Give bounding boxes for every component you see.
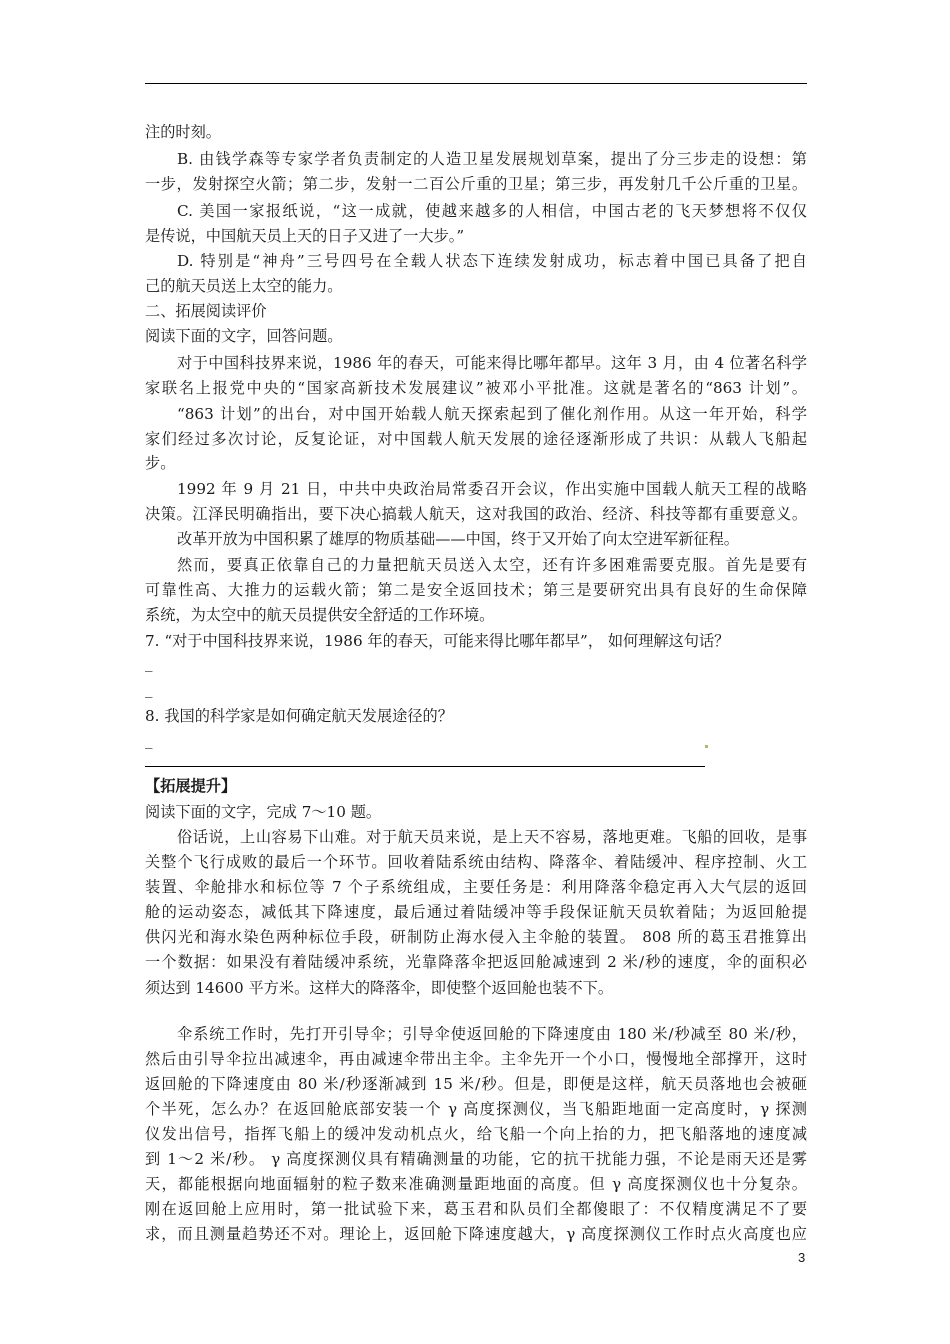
text-line: 改革开放为中国积累了雄厚的物质基础——中国，终于又开始了向太空进军新征程。	[177, 530, 739, 548]
option-c: C. 美国一家报纸说，“这一成就，使越来越多的人相信，中国古老的飞天梦想将不仅仅	[177, 202, 807, 220]
text-line: 个半死，怎么办？在返回舱底部安装一个 γ 高度探测仪，当飞船距地面一定高度时，γ 探测	[145, 1100, 807, 1118]
text-line: 舱的运动姿态，减低其下降速度，最后通过着陆缓冲等手段保证航天员软着陆；为返回舱提	[145, 903, 807, 921]
text-line: 俗话说，上山容易下山难。对于航天员来说，是上天不容易，落地更难。飞船的回收，是事	[177, 828, 807, 846]
answer-rule	[145, 766, 705, 767]
text-line: 关整个飞行成败的最后一个环节。回收着陆系统由结构、降落伞、着陆缓冲、程序控制、火工	[145, 853, 807, 871]
option-b: B. 由钱学森等专家学者负责制定的人造卫星发展规划草案，提出了分三步走的设想：第	[177, 150, 807, 168]
text-line: 装置、伞舱排水和标位等 7 个子系统组成，主要任务是：利用降落伞稳定再入大气层的返回	[145, 878, 807, 896]
text-line: 1992 年 9 月 21 日，中共中央政治局常委召开会议，作出实施中国载人航天工程的战略	[177, 480, 807, 498]
option-d: D. 特别是“神舟”三号四号在全载人状态下连续发射成功，标志着中国已具备了把自	[177, 252, 807, 270]
header-rule	[145, 83, 807, 84]
question-8: 8. 我国的科学家是如何确定航天发展途径的？	[145, 707, 453, 725]
text-line: 是传说，中国航天员上天的日子又进了一大步。”	[145, 227, 465, 245]
text-line: 刚在返回舱上应用时，第一批试验下来，葛玉君和队员们全都傻眼了：不仅精度满足不了要	[145, 1200, 807, 1218]
text-line: 决策。江泽民明确指出，要下决心搞载人航天，这对我国的政治、经济、科技等都有重要意义。	[145, 505, 807, 523]
text-line: 天，都能根据向地面辐射的粒子数来准确测量距地面的高度。但 γ 高度探测仪也十分复杂。	[145, 1175, 807, 1193]
speck	[705, 745, 708, 748]
question-7: 7. “对于中国科技界来说，1986 年的春天，可能来得比哪年都早”， 如何理解这句话？	[145, 632, 730, 650]
text-line: 供闪光和海水染色两种标位手段，研制防止海水侵入主伞舱的装置。 808 所的葛玉君推算出	[145, 928, 807, 946]
text-line: 然后由引导伞拉出减速伞，再由减速伞带出主伞。主伞先开一个小口，慢慢地全部撑开，这时	[145, 1050, 807, 1068]
section-heading: 二、拓展阅读评价	[145, 302, 267, 320]
text-line: 求，而且测量趋势还不对。理论上，返回舱下降速度越大，γ 高度探测仪工作时点火高度也应	[145, 1225, 807, 1243]
section-heading: 【拓展提升】	[145, 777, 237, 795]
answer-blank[interactable]: _	[145, 680, 153, 698]
text-line: 仪发出信号，指挥飞船上的缓冲发动机点火，给飞船一个向上抬的力，把飞船落地的速度减	[145, 1125, 807, 1143]
text-line: 步。	[145, 454, 176, 472]
text-line: 家们经过多次讨论，反复论证，对中国载人航天发展的途径逐渐形成了共识：从载人飞船起	[145, 430, 807, 448]
text-line: 一步，发射探空火箭；第二步，发射一二百公斤重的卫星；第三步，再发射几千公斤重的卫星。	[145, 175, 807, 193]
text-line: 对于中国科技界来说，1986 年的春天，可能来得比哪年都早。这年 3 月，由 4 位著名科学	[177, 354, 807, 372]
answer-blank[interactable]: _	[145, 731, 153, 749]
instruction: 阅读下面的文字，回答问题。	[145, 327, 343, 345]
answer-blank[interactable]: _	[145, 654, 153, 672]
text-line: 可靠性高、大推力的运载火箭；第二是安全返回技术；第三是要研究出具有良好的生命保障	[145, 581, 807, 599]
text-line: 一个数据：如果没有着陆缓冲系统，光靠降落伞把返回舱减速到 2 米/秒的速度，伞的面积必	[145, 953, 807, 971]
text-line: 家联名上报党中央的“国家高新技术发展建议”被邓小平批准。这就是著名的“863 计划”。	[145, 379, 807, 397]
text-line: 系统，为太空中的航天员提供安全舒适的工作环境。	[145, 606, 495, 624]
text-line: 返回舱的下降速度由 80 米/秒逐渐减到 15 米/秒。但是，即便是这样，航天员落地也会被砸	[145, 1075, 807, 1093]
page-number: 3	[798, 1250, 806, 1265]
text-line: 伞系统工作时，先打开引导伞；引导伞使返回舱的下降速度由 180 米/秒减至 80 米/秒，	[177, 1025, 807, 1043]
text-line: 注的时刻。	[145, 123, 221, 141]
instruction: 阅读下面的文字，完成 7～10 题。	[145, 803, 382, 821]
text-line: 须达到 14600 平方米。这样大的降落伞，即使整个返回舱也装不下。	[145, 979, 614, 997]
text-line: 然而，要真正依靠自己的力量把航天员送入太空，还有许多困难需要克服。首先是要有	[177, 556, 807, 574]
text-line: “863 计划”的出台，对中国开始载人航天探索起到了催化剂作用。从这一年开始，科学	[177, 405, 807, 423]
text-line: 到 1～2 米/秒。 γ 高度探测仪具有精确测量的功能，它的抗干扰能力强，不论是雨天还是雾	[145, 1150, 807, 1168]
text-line: 己的航天员送上太空的能力。	[145, 277, 343, 295]
